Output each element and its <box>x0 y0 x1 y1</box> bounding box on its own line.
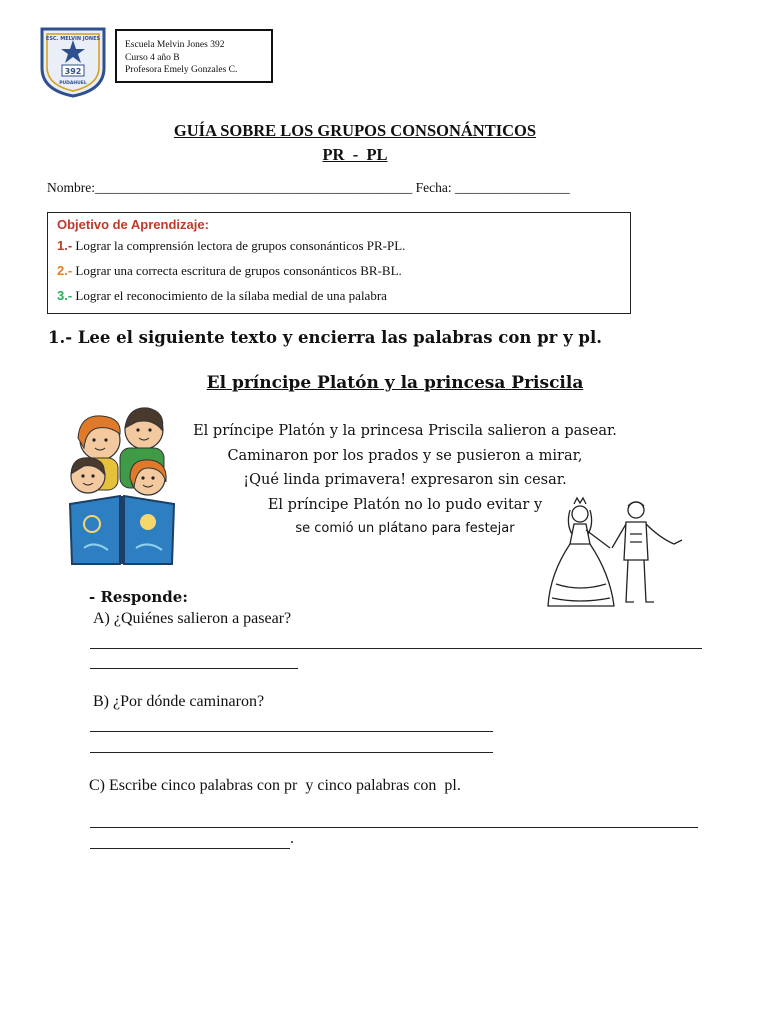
question-1-heading: 1.- Lee el siguiente texto y encierra las palabras con pr y pl. <box>48 328 602 347</box>
school-name: Escuela Melvin Jones 392 <box>125 40 225 50</box>
answer-b-line-2[interactable] <box>90 752 493 753</box>
objective-number: 2.- <box>57 263 73 278</box>
objective-number: 3.- <box>57 288 73 303</box>
date-field[interactable]: _________________ <box>455 180 570 195</box>
objective-item <box>57 238 630 263</box>
objectives-box <box>47 212 631 314</box>
logo-bottom-text: PUDAHUEL <box>59 81 87 86</box>
answer-a-line-2[interactable] <box>90 668 298 669</box>
objectives-title: Objetivo de Aprendizaje: <box>57 217 209 232</box>
page-subtitle: PR - PL <box>322 145 388 164</box>
objective-item <box>57 288 630 313</box>
poem-line: El príncipe Platón no lo pudo evitar y <box>267 496 543 513</box>
teacher-name: Profesora Emely Gonzales C. <box>125 65 238 75</box>
answer-c-end-mark: . <box>290 830 294 847</box>
story-title: El príncipe Platón y la princesa Priscila <box>206 373 584 393</box>
poem-line: ¡Qué linda primavera! expresaron sin cesar. <box>243 472 567 488</box>
answer-c-line-1[interactable] <box>90 827 698 828</box>
answer-b-line-1[interactable] <box>90 731 493 732</box>
answer-a-line-1[interactable] <box>90 648 702 649</box>
question-a: A) ¿Quiénes salieron a pasear? <box>93 610 292 627</box>
objective-item <box>57 263 630 288</box>
poem-line: El príncipe Platón y la princesa Priscila salieron a pasear. <box>193 423 617 439</box>
answer-c-line-2[interactable] <box>90 848 290 849</box>
objective-text: Lograr el reconocimiento de la sílaba medial de una palabra <box>75 288 387 303</box>
prince-princess-couple-icon <box>546 494 690 612</box>
name-date-line <box>47 180 570 196</box>
poem-line: Caminaron por los prados y se pusieron a mirar, <box>227 447 583 464</box>
name-label: Nombre: <box>47 180 95 195</box>
course-name: Curso 4 año B <box>125 52 180 63</box>
school-shield-logo-icon <box>38 26 108 98</box>
question-c: C) Escribe cinco palabras con pr y cinco palabras con pl. <box>89 777 461 794</box>
objective-text: Lograr una correcta escritura de grupos consonánticos BR-BL. <box>75 263 402 278</box>
school-info-box <box>115 29 273 83</box>
date-label: Fecha: <box>415 180 452 195</box>
question-b: B) ¿Por dónde caminaron? <box>93 693 265 710</box>
logo-arc-text: ESC. MELVIN JONES <box>45 36 101 42</box>
objective-number: 1.- <box>57 238 73 253</box>
poem-line: se comió un plátano para festejar <box>295 521 515 536</box>
page-title: GUÍA SOBRE LOS GRUPOS CONSONÁNTICOS <box>173 121 537 140</box>
objective-text: Lograr la comprensión lectora de grupos consonánticos PR-PL. <box>75 238 406 253</box>
responde-heading: - Responde: <box>89 588 188 606</box>
name-field[interactable]: _______________________________________________ <box>95 180 413 195</box>
logo-number: 392 <box>64 67 82 76</box>
